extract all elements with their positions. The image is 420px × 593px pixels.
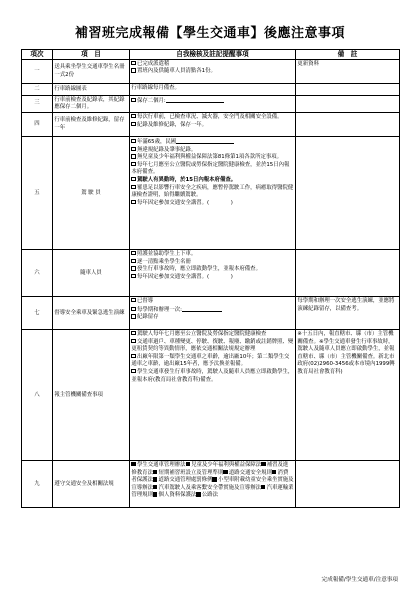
- checkbox[interactable]: [131, 331, 135, 335]
- checkbox-label: 無違規紀錄及肇事紀錄。: [136, 146, 197, 153]
- row-index: 七: [22, 297, 53, 330]
- checkbox-label: 公路法: [201, 492, 219, 499]
- checkbox-label: 發生行車事故時，應立即啟動學生，並報本府備查。: [136, 266, 261, 273]
- checkbox-item[interactable]: [131, 97, 293, 106]
- row-index: 六: [22, 250, 53, 297]
- row-checks: [130, 60, 296, 84]
- checkbox[interactable]: [223, 470, 227, 474]
- table-row: [22, 84, 400, 96]
- row-note: [296, 113, 400, 137]
- checkbox-item[interactable]: [153, 477, 213, 483]
- table-row: [22, 330, 400, 461]
- checkbox-label: 每年因定參加交通安全講習。( ): [136, 199, 233, 206]
- checkbox-item[interactable]: [223, 470, 272, 476]
- checkbox[interactable]: [131, 98, 135, 102]
- checkbox-label: 駕駛人每年七月應至公立醫院及勞保指定醫院健康檢查: [136, 330, 267, 337]
- row-item: 行車前檢查及紀錄表，其紀錄應保存二個月。: [53, 96, 130, 113]
- row-index: 九: [22, 461, 53, 508]
- row-checks: [130, 461, 296, 508]
- row-checks: [130, 113, 296, 137]
- table-row: [22, 297, 400, 330]
- checkbox-item[interactable]: [153, 492, 196, 498]
- checkbox[interactable]: [131, 122, 135, 126]
- checkbox-item[interactable]: [131, 185, 293, 200]
- checkbox[interactable]: [196, 492, 200, 496]
- checkbox-item[interactable]: [131, 200, 293, 208]
- row-checks: [130, 84, 296, 96]
- row-item: 送具乘坐學生交通車學生名冊一式2份: [53, 60, 130, 84]
- row-item: 隨車人員: [53, 250, 130, 297]
- checkbox-label: 道路交通安全規則: [228, 469, 272, 476]
- row-item: 報主管機關備查事項: [53, 330, 130, 461]
- checklist-table: [21, 49, 400, 508]
- checkbox[interactable]: [131, 314, 135, 318]
- checkbox-item[interactable]: [131, 162, 293, 177]
- checkbox-item[interactable]: [131, 154, 293, 162]
- table-row: [22, 250, 400, 297]
- checkbox-label: 罹患足以影響行車安全之疾病，應暫停駕駛工作，病癒取得醫院健康檢查證明，始得繼續駕駛。: [131, 184, 294, 199]
- table-row: [22, 96, 400, 113]
- checkbox[interactable]: [131, 339, 135, 343]
- checkbox-label: 已督導: [136, 297, 154, 304]
- checkbox[interactable]: [261, 485, 265, 489]
- checkbox-item[interactable]: [131, 138, 293, 147]
- checkbox[interactable]: [131, 61, 135, 65]
- header-note: 備 註: [296, 50, 400, 60]
- checkbox-label: 汽車運輸業管理規則: [131, 484, 294, 499]
- checkbox-label: 學生交通車發生行車事故時，駕駛人及隨車人員應立即啟動學生，並報本府(教育局社會教育科)備查。: [131, 368, 294, 383]
- row-item: 遵守交通安全及相關法規: [53, 461, 130, 508]
- header-item: 項 目: [53, 50, 130, 60]
- checkbox-item[interactable]: [131, 266, 293, 274]
- row-index: 五: [22, 137, 53, 250]
- checkbox[interactable]: [131, 259, 135, 263]
- row-note: [296, 461, 400, 508]
- row-note: [296, 84, 400, 96]
- checkbox[interactable]: [131, 200, 135, 204]
- row-item: 行車路線圖表: [53, 84, 130, 96]
- checkbox-label: 小型車附載幼童安全乘坐實施及宣導辦法: [131, 477, 294, 491]
- checkbox[interactable]: [131, 68, 135, 72]
- checkbox[interactable]: [153, 470, 157, 474]
- checkbox-label: 短期補習班設立及管理準則: [158, 469, 224, 476]
- checkbox-label: 紀錄及維修紀錄，保存一年。: [136, 121, 208, 128]
- checkbox-item[interactable]: [131, 68, 293, 76]
- row-index: 八: [22, 330, 53, 461]
- checkbox-item[interactable]: [153, 470, 223, 476]
- checkbox-item[interactable]: [131, 306, 293, 315]
- row-index: 四: [22, 113, 53, 137]
- checkbox-item[interactable]: [131, 298, 293, 306]
- checkbox-item[interactable]: [131, 462, 185, 468]
- checkbox[interactable]: [131, 185, 135, 189]
- checkbox-label: 照護並協助學生上下車。: [136, 250, 197, 257]
- checkbox[interactable]: [131, 162, 135, 166]
- table-header-row: [22, 50, 400, 60]
- checkbox-label: 年滿65歲，民國: [136, 138, 177, 145]
- checkbox-item[interactable]: [131, 339, 293, 354]
- checkbox-label: 每年七月應至公立醫院或勞保指定醫院健康檢查，並於15日內報本府備查。: [131, 161, 290, 176]
- row-index: 三: [22, 96, 53, 113]
- row-checks: [130, 96, 296, 113]
- row-note: 每學期和辦理一次安全逃生演練，並應將演練紀錄留存，以備查考。: [296, 297, 400, 330]
- checkbox-item[interactable]: [131, 122, 293, 130]
- footer-label: 完成報備/學生交通車/注意事項: [321, 577, 398, 583]
- row-note: 更新資料: [296, 60, 400, 84]
- row-note: [296, 96, 400, 113]
- checkbox[interactable]: [131, 114, 135, 118]
- fill-in-blank[interactable]: [182, 306, 222, 312]
- checkbox-label: 交通車過戶、車種變更、停駛、復駛、報廢、繳銷或註銷牌照、變更租賃契約等異動情形，應依交通相關法規規定辦理: [131, 338, 294, 353]
- row-note: [296, 250, 400, 297]
- checkbox[interactable]: [131, 251, 135, 255]
- row-index: 一: [22, 60, 53, 84]
- table-row: [22, 461, 400, 508]
- checkbox-item[interactable]: [131, 114, 293, 122]
- row-checks: [130, 330, 296, 461]
- checkbox-label: 每年因定參加交通安全講習。( ): [136, 273, 233, 280]
- checkbox[interactable]: [261, 462, 265, 466]
- checkbox[interactable]: [131, 462, 135, 466]
- checkbox[interactable]: [131, 369, 135, 373]
- table-row: [22, 137, 400, 250]
- checkbox[interactable]: [131, 298, 135, 302]
- checkbox[interactable]: [153, 485, 157, 489]
- row-item: 駕 駛 員: [53, 137, 130, 250]
- checkbox[interactable]: [153, 492, 157, 496]
- plain-text: 行車路線每月備查。: [131, 84, 180, 91]
- checkbox-item[interactable]: [131, 369, 293, 384]
- checkbox[interactable]: [153, 477, 157, 481]
- checkbox-item[interactable]: [186, 462, 262, 468]
- checkbox[interactable]: [131, 266, 135, 270]
- checkbox-label: 汽車駕駛人及乘客繫安全帶實施及宣導辦法: [158, 484, 261, 491]
- checkbox-item[interactable]: [131, 314, 293, 322]
- fill-in-blank[interactable]: [176, 138, 234, 144]
- checkbox-label: 逐一清點乘坐學生名冊: [136, 258, 191, 265]
- page-title: 補習班完成報備【學生交通車】後應注意事項: [74, 26, 345, 41]
- checkbox[interactable]: [131, 307, 135, 311]
- row-checks: [130, 137, 296, 250]
- checkbox-item[interactable]: [131, 274, 293, 282]
- checkbox-label: 學生交通車管理辦法: [136, 461, 186, 468]
- checkbox-label: 每次行車前，已檢查車況、滅火器，安全門及相關安全設備。: [136, 113, 283, 120]
- row-index: 二: [22, 84, 53, 96]
- checkbox-item[interactable]: [131, 331, 293, 339]
- checkbox[interactable]: [272, 470, 276, 474]
- checkbox-label: 駕駛人有異動時，於15日內報本府備查。: [136, 176, 237, 183]
- header-index: 項次: [22, 50, 53, 60]
- checkbox-item[interactable]: [131, 251, 293, 259]
- checkbox[interactable]: [131, 154, 135, 158]
- checkbox[interactable]: [131, 139, 135, 143]
- checkbox-label: 已完成派遣稽: [136, 60, 170, 67]
- fill-in-blank[interactable]: [166, 97, 224, 103]
- checkbox-label: 補習及進修教育法: [131, 461, 289, 476]
- checkbox[interactable]: [131, 354, 135, 358]
- checkbox-label: 無兒童及少年福利與權益保障法第81條第1項各款所定事項。: [136, 154, 283, 161]
- row-item: 行車前檢查及維修紀錄，留存一年: [53, 113, 130, 137]
- checkbox-item[interactable]: [153, 485, 261, 491]
- row-checks: [130, 297, 296, 330]
- table-row: [22, 113, 400, 137]
- checkbox-label: 道路交通管理處罰條例: [158, 477, 213, 484]
- row-note: ※十五日內，報直轄市、縣（市）主管機關備查。※學生交通車發生行車事故時，駕駛人及隨車人員應立即啟動學生，並報直轄市、縣（市）主管機關備查。新北市政府(02)2960-3456或本市境內1999轉教育局社會教育科): [296, 330, 400, 461]
- checkbox-item[interactable]: [131, 354, 293, 369]
- header-check: 自我檢核及註記提醒事項: [130, 50, 296, 60]
- row-checks: [130, 250, 296, 297]
- table-row: [22, 60, 400, 84]
- checkbox-label: 消費者保護法: [131, 469, 289, 484]
- checkbox[interactable]: [186, 462, 190, 466]
- checkbox[interactable]: [212, 477, 216, 481]
- row-item: 督導安全乘車及緊急逃生演練: [53, 297, 130, 330]
- checkbox-label: 紀錄留存: [136, 314, 159, 321]
- checkbox-label: 每學期和辦理一次:: [136, 306, 182, 313]
- checkbox[interactable]: [131, 147, 135, 151]
- row-note: [296, 137, 400, 250]
- checkbox-item[interactable]: [196, 492, 218, 498]
- checkbox[interactable]: [131, 177, 135, 181]
- checkbox-item[interactable]: [131, 177, 293, 185]
- checkbox-label: 保存二個月:: [136, 97, 166, 104]
- checkbox[interactable]: [131, 274, 135, 278]
- checkbox-label: 出廠年限第一類學生交通車之車齡，逾出廠10年；第二類學生交通車之車齡，逾出廠15年者，應予汰換並報備。: [131, 353, 290, 368]
- checkbox-label: 兒童及少年福利與權益保障法: [191, 461, 262, 468]
- checkbox-label: 個人資料保護法: [158, 492, 197, 499]
- checkbox-label: 置班內及供隨車人員清點各1份。: [136, 68, 216, 75]
